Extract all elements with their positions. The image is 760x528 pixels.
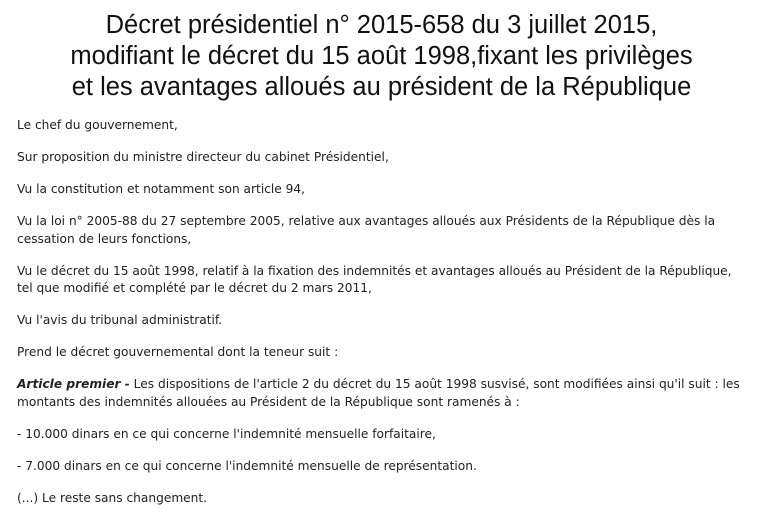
- title-line-2: modifiant le décret du 15 août 1998,fixant les privilèges: [70, 42, 693, 70]
- paragraph-chef: Le chef du gouvernement,: [17, 118, 178, 132]
- paragraph-constitution: Vu la constitution et notamment son article 94,: [17, 182, 306, 196]
- item-indemnite-forfaitaire: - 10.000 dinars en ce qui concerne l'indemnité mensuelle forfaitaire,: [17, 426, 436, 441]
- paragraph-prend: Prend le décret gouvernemental dont la teneur suit :: [17, 345, 339, 359]
- document-title: [17, 0, 746, 103]
- item-indemnite-representation: - 7.000 dinars en ce qui concerne l'indemnité mensuelle de représentation.: [17, 458, 477, 473]
- paragraph-proposition: Sur proposition du ministre directeur du cabinet Présidentiel,: [17, 150, 389, 164]
- paragraph-avis: Vu l'avis du tribunal administratif.: [17, 313, 223, 327]
- title-line-3: et les avantages alloués au président de la République: [71, 73, 692, 101]
- paragraph-reste: (...) Le reste sans changement.: [17, 490, 208, 505]
- paragraph-loi: Vu la loi n° 2005-88 du 27 septembre 2005, relative aux avantages alloués aux Présidents de la République dès la cessation de leurs fonctions,: [17, 214, 716, 246]
- article-text: Les dispositions de l'article 2 du décret du 15 août 1998 susvisé, sont modifiées ainsi qu'il suit : les montants des indemnités allouées au Président de la République sont ramenés à :: [17, 377, 740, 409]
- article-label: Article premier -: [17, 377, 130, 391]
- article-premier: [17, 376, 746, 411]
- paragraph-decret: Vu le décret du 15 août 1998, relatif à la fixation des indemnités et avantages alloués au Président de la République, tel que modifié et complété par le décret du 2 mars 2011,: [17, 263, 732, 295]
- title-line-1: Décret présidentiel n° 2015-658 du 3 juillet 2015,: [105, 11, 658, 39]
- document-body: [17, 117, 746, 507]
